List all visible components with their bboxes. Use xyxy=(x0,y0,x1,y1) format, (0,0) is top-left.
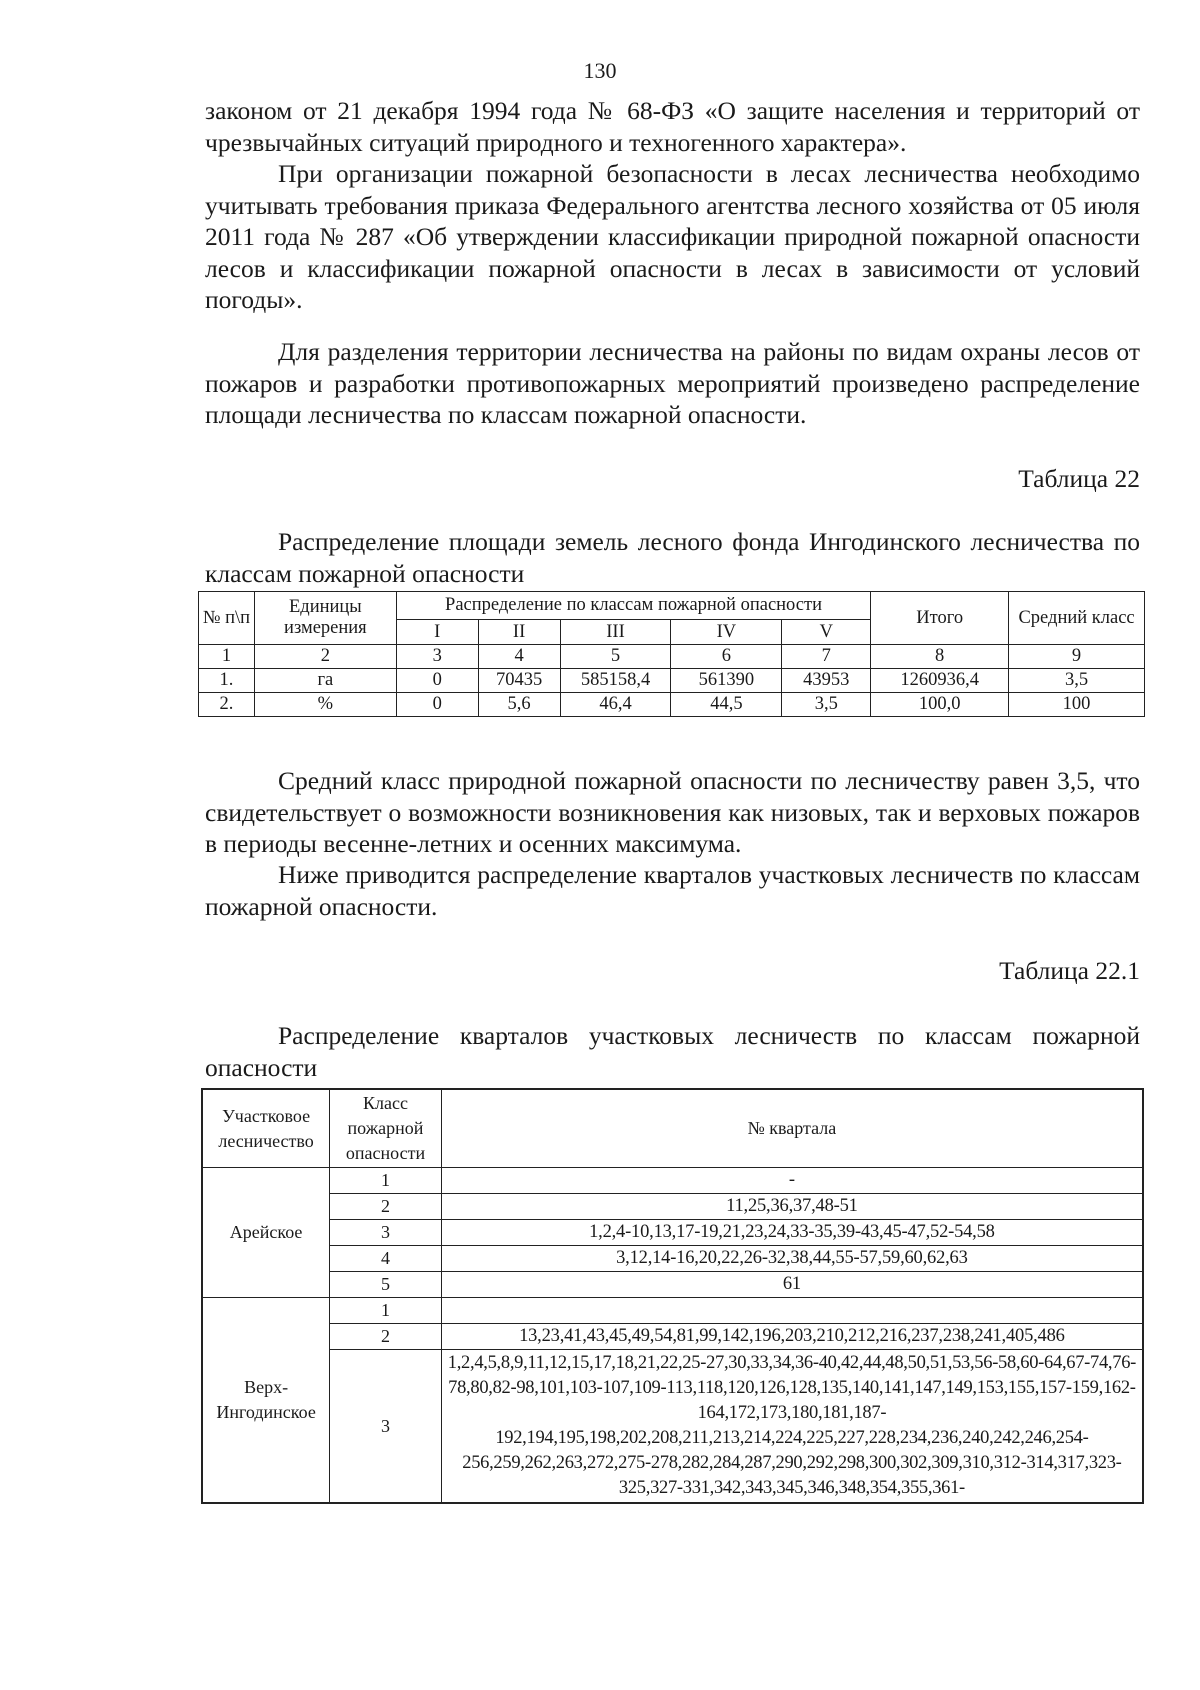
paragraph-5: Ниже приводится распределение кварталов участковых лесничеств по классам пожарной опасности. xyxy=(205,860,1140,921)
cell: 44,5 xyxy=(671,693,782,717)
table-row xyxy=(202,1220,1143,1246)
class-cell: 5 xyxy=(330,1272,442,1298)
cell: 561390 xyxy=(671,669,782,693)
paragraph-2: При организации пожарной безопасности в лесах лесничества необходимо учитывать требования приказа Федерального агентства лесного хозяйства от 05 июля 2011 года № 287 «Об утверждении классификации природной пожарной опасности лесов и классификации пожарной опасности в лесах в зависимости от условий погоды». xyxy=(205,159,1140,314)
cell: 3,5 xyxy=(782,693,871,717)
class-cell: 3 xyxy=(330,1220,442,1246)
forestry-name: Верх-Ингодинское xyxy=(202,1298,330,1504)
col-number: 9 xyxy=(1009,645,1145,669)
col-number: 2 xyxy=(254,645,396,669)
table-row xyxy=(202,1246,1143,1272)
quarters-cell: - xyxy=(441,1168,1143,1194)
class-cell: 2 xyxy=(330,1194,442,1220)
header-avg-class: Средний класс xyxy=(1009,592,1145,645)
column-number-row xyxy=(199,645,1145,669)
cell: 43953 xyxy=(782,669,871,693)
cell: 2. xyxy=(199,693,255,717)
class-cell: 1 xyxy=(330,1298,442,1324)
paragraph-4: Средний класс природной пожарной опасности по лесничеству равен 3,5, что свидетельствует о возможности возникновения как низовых, так и верховых пожаров в периоды весенне-летних и осенних максимума. xyxy=(205,766,1140,858)
quarters-cell: 3,12,14-16,20,22,26-32,38,44,55-57,59,60,62,63 xyxy=(441,1246,1143,1272)
header-unit: Единицы измерения xyxy=(254,592,396,645)
cell: 3,5 xyxy=(1009,669,1145,693)
cell: 585158,4 xyxy=(560,669,671,693)
header-class-5: V xyxy=(782,620,871,645)
table-row xyxy=(199,693,1145,717)
col-number: 3 xyxy=(396,645,478,669)
quarters-cell: 11,25,36,37,48-51 xyxy=(441,1194,1143,1220)
col-number: 1 xyxy=(199,645,255,669)
table-22-label: Таблица 22 xyxy=(1018,464,1140,493)
table-row xyxy=(202,1350,1143,1504)
header-class-4: IV xyxy=(671,620,782,645)
table-22-1-label: Таблица 22.1 xyxy=(999,956,1140,985)
quarters-cell: 61 xyxy=(441,1272,1143,1298)
header-forestry: Участковое лесничество xyxy=(202,1089,330,1168)
header-num: № п\п xyxy=(199,592,255,645)
header-class-3: III xyxy=(560,620,671,645)
quarters-cell: 1,2,4,5,8,9,11,12,15,17,18,21,22,25-27,30,33,34,36-40,42,44,48,50,51,53,56-58,60-64,67-74,76-78,80,82-98,101,103-107,109-113,118,120,126,128,135,140,141,147,149,153,155,157-159,162-164,172,173,180,181,187-192,194,195,198,202,208,211,213,214,224,225,227,228,234,236,240,242,246,254-256,259,262,263,272,275-278,282,284,287,290,292,298,300,302,309,310,312-314,317,323-325,327-331,342,343,345,346,348,354,355,361- xyxy=(441,1350,1143,1504)
cell: 0 xyxy=(396,669,478,693)
table-22-1 xyxy=(201,1088,1144,1504)
col-number: 6 xyxy=(671,645,782,669)
paragraph-1: законом от 21 декабря 1994 года № 68-ФЗ «О защите населения и территорий от чрезвычайных ситуаций природного и техногенного характера». xyxy=(205,96,1140,157)
table-row xyxy=(202,1194,1143,1220)
cell: 5,6 xyxy=(478,693,560,717)
table-22-caption: Распределение площади земель лесного фонда Ингодинского лесничества по классам пожарной опасности xyxy=(205,527,1140,588)
class-cell: 3 xyxy=(330,1350,442,1504)
paragraph-3: Для разделения территории лесничества на районы по видам охраны лесов от пожаров и разработки противопожарных мероприятий произведено распределение площади лесничества по классам пожарной опасности. xyxy=(205,337,1140,429)
header-distribution: Распределение по классам пожарной опасности xyxy=(396,592,870,620)
table-22-1-caption: Распределение кварталов участковых лесничеств по классам пожарной опасности xyxy=(205,1021,1140,1082)
header-total: Итого xyxy=(871,592,1009,645)
class-cell: 4 xyxy=(330,1246,442,1272)
class-cell: 2 xyxy=(330,1324,442,1350)
cell: 100,0 xyxy=(871,693,1009,717)
cell: 0 xyxy=(396,693,478,717)
quarters-cell: 1,2,4-10,13,17-19,21,23,24,33-35,39-43,45-47,52-54,58 xyxy=(441,1220,1143,1246)
cell: 1260936,4 xyxy=(871,669,1009,693)
header-quarter: № квартала xyxy=(441,1089,1143,1168)
table-row xyxy=(202,1272,1143,1298)
col-number: 5 xyxy=(560,645,671,669)
col-number: 7 xyxy=(782,645,871,669)
cell: га xyxy=(254,669,396,693)
forestry-name: Арейское xyxy=(202,1168,330,1298)
header-class-2: II xyxy=(478,620,560,645)
header-class-1: I xyxy=(396,620,478,645)
cell: % xyxy=(254,693,396,717)
table-row xyxy=(202,1324,1143,1350)
col-number: 4 xyxy=(478,645,560,669)
cell: 1. xyxy=(199,669,255,693)
cell: 100 xyxy=(1009,693,1145,717)
quarters-cell: 13,23,41,43,45,49,54,81,99,142,196,203,210,212,216,237,238,241,405,486 xyxy=(441,1324,1143,1350)
col-number: 8 xyxy=(871,645,1009,669)
table-22 xyxy=(198,591,1145,717)
class-cell: 1 xyxy=(330,1168,442,1194)
table-row xyxy=(202,1168,1143,1194)
page-number: 130 xyxy=(583,58,617,83)
header-class: Класс пожарной опасности xyxy=(330,1089,442,1168)
cell: 70435 xyxy=(478,669,560,693)
table-row xyxy=(199,669,1145,693)
quarters-cell xyxy=(441,1298,1143,1324)
table-row xyxy=(202,1298,1143,1324)
cell: 46,4 xyxy=(560,693,671,717)
